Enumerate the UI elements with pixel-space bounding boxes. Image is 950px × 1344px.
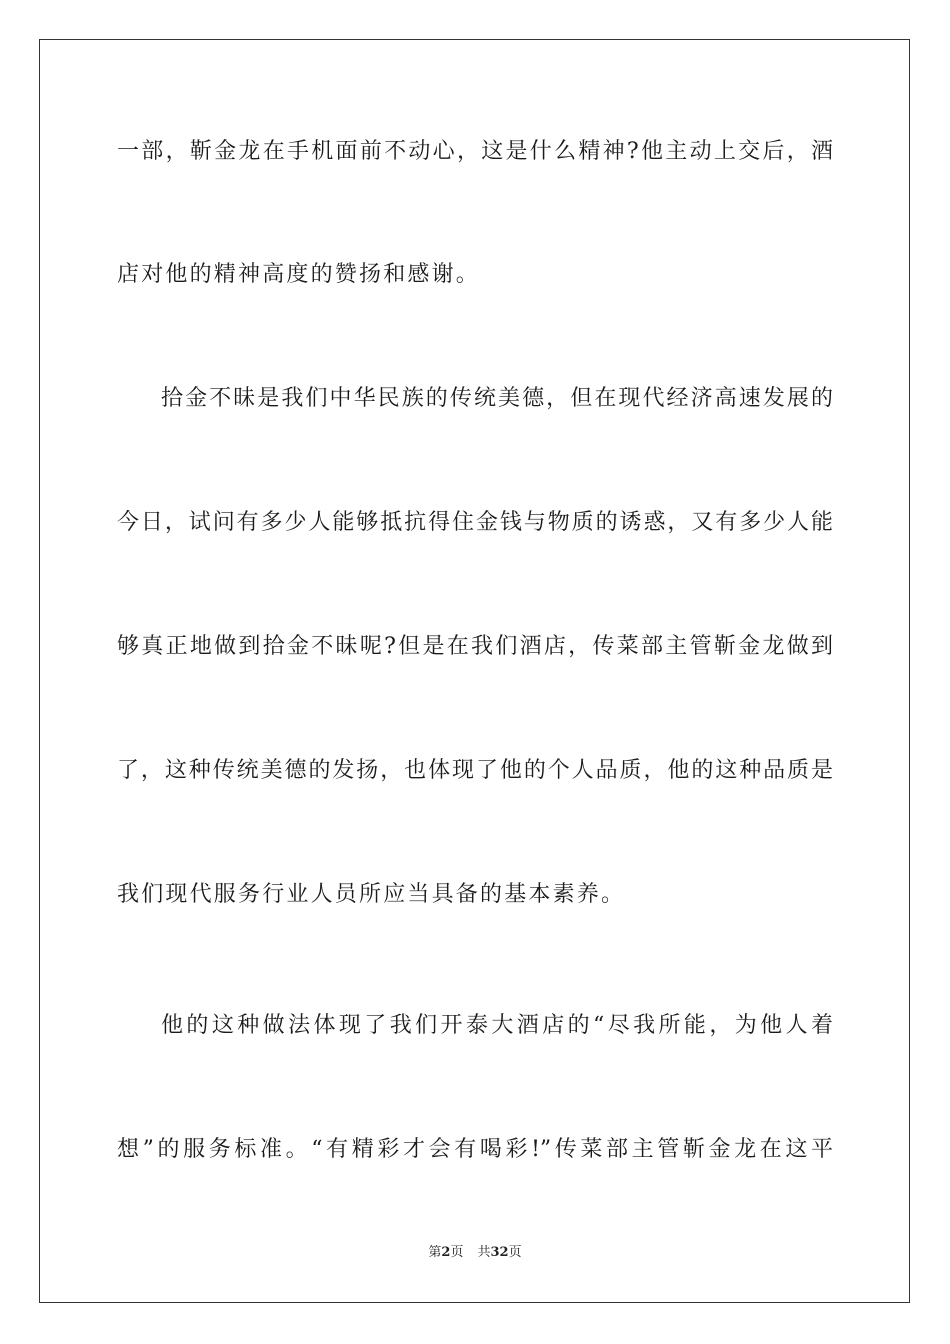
paragraph-line: 今日，试问有多少人能够抵抗得住金钱与物质的诱惑，又有多少人能 xyxy=(117,510,833,535)
paragraph-line: 店对他的精神高度的赞扬和感谢。 xyxy=(117,262,481,287)
paragraph-line: 了，这种传统美德的发扬，也体现了他的个人品质，他的这种品质是 xyxy=(117,758,833,783)
paragraph-line: 一部，靳金龙在手机面前不动心，这是什么精神?他主动上交后，酒 xyxy=(117,139,833,164)
page-footer xyxy=(0,1244,950,1262)
page-number: 2 xyxy=(441,1245,451,1260)
paragraph-line: 拾金不昧是我们中华民族的传统美德，但在现代经济高速发展的 xyxy=(161,386,833,411)
paragraph-line: 他的这种做法体现了我们开泰大酒店的“尽我所能，为他人着 xyxy=(161,1013,833,1038)
paragraph-line: 够真正地做到拾金不昧呢?但是在我们酒店，传菜部主管靳金龙做到 xyxy=(117,634,833,659)
paragraph-line: 我们现代服务行业人员所应当具备的基本素养。 xyxy=(117,882,626,907)
total-label-suffix: 页 xyxy=(508,1245,522,1260)
page-label-prefix: 第 xyxy=(428,1245,442,1260)
total-label-prefix: 共 xyxy=(477,1245,491,1260)
page-label-suffix: 页 xyxy=(450,1245,464,1260)
page-border xyxy=(39,39,910,1303)
paragraph-line: 想”的服务标准。“有精彩才会有喝彩!”传菜部主管靳金龙在这平 xyxy=(117,1137,833,1162)
total-pages: 32 xyxy=(490,1245,509,1260)
